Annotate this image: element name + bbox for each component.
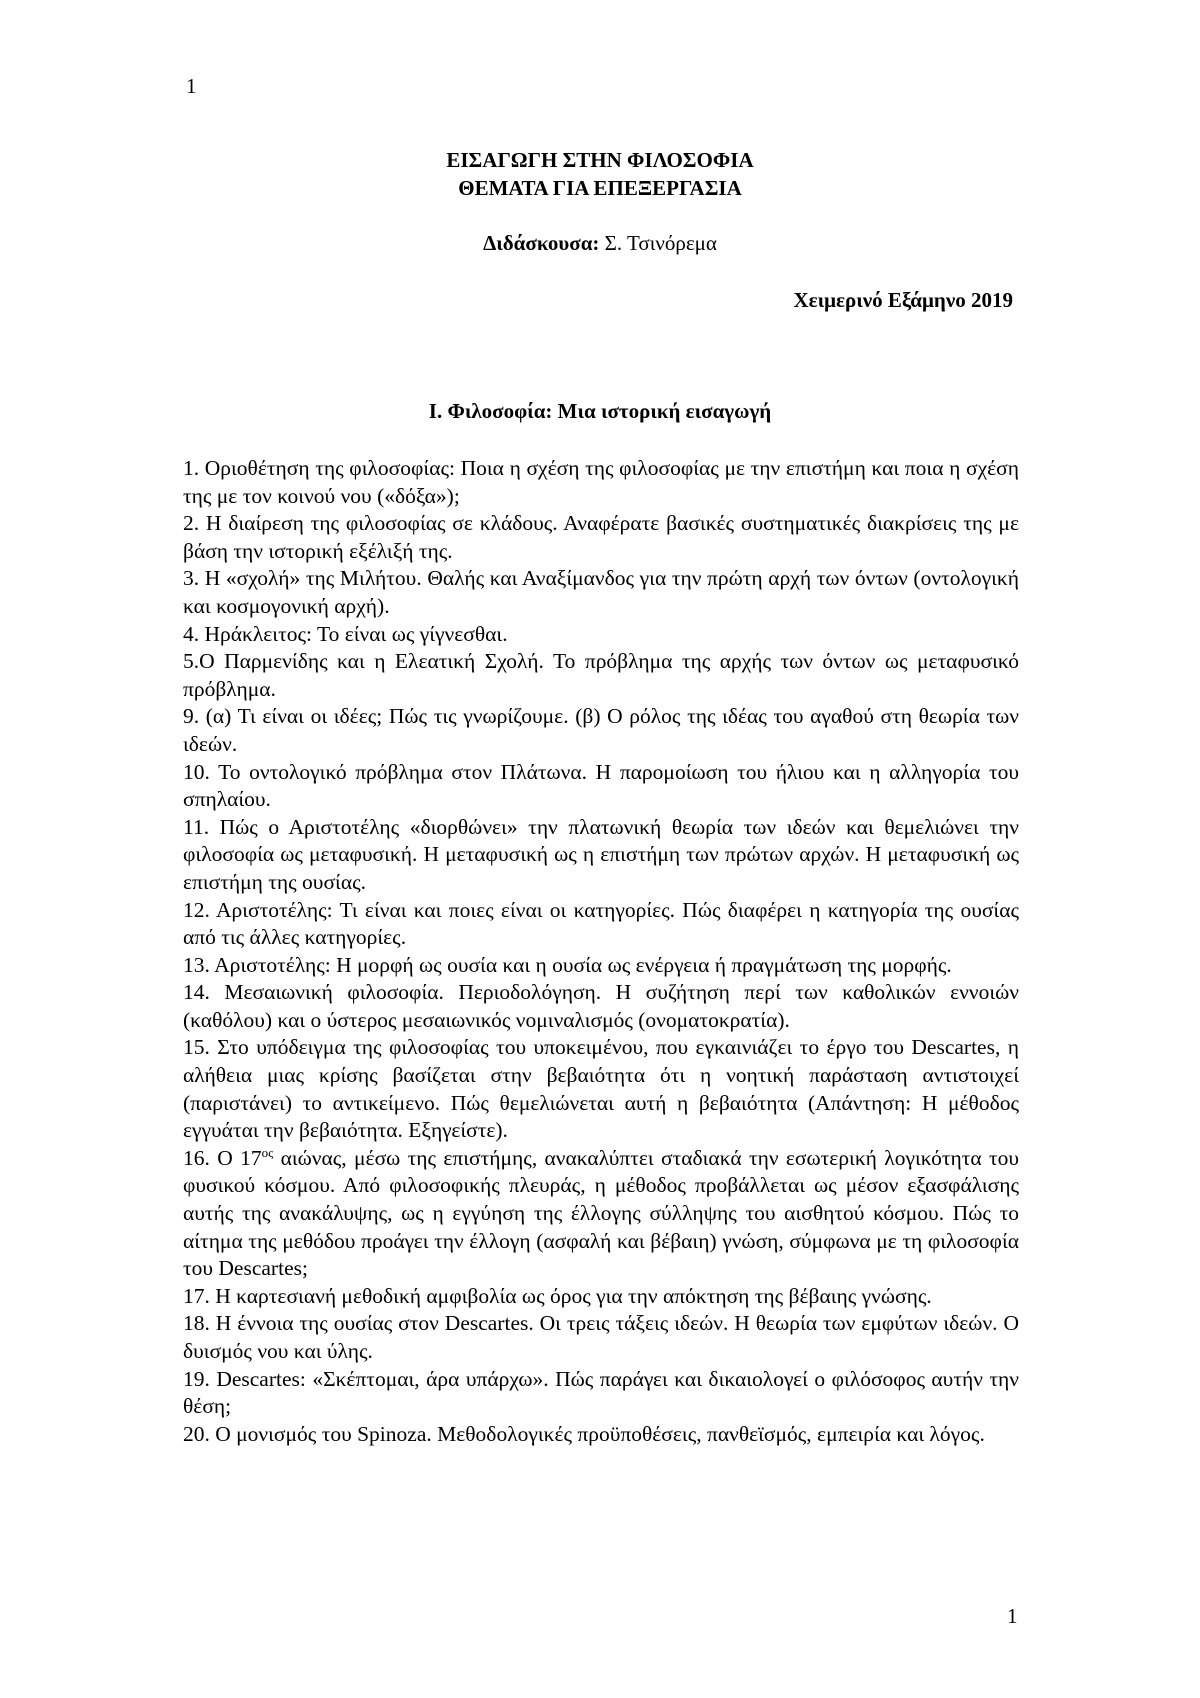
topic-item <box>183 1145 1019 1283</box>
topic-text-rest: αιώνας, μέσω της επιστήμης, ανακαλύπτει σταδιακά την εσωτερική λογικότητα του φυσικού κόσμου. Από φιλοσοφικής πλευράς, η μέθοδος προβάλλεται ως μέσον εξασφάλισης αυτής της ανακάλυψης, ως η εγγύηση της έλλογης σύλληψης του αισθητού κόσμου. Πώς το αίτημα της μεθόδου προάγει την έλλογη (ασφαλή και βέβαιη) γνώση, σύμφωνα με τη φιλοσοφία του Descartes; <box>183 1145 1020 1281</box>
topic-item: 20. Ο μονισμός του Spinoza. Μεθοδολογικές προϋποθέσεις, πανθεϊσμός, εμπειρία και λόγος. <box>183 1421 985 1446</box>
topic-item: 5.Ο Παρμενίδης και η Ελεατική Σχολή. Το πρόβλημα της αρχής των όντων ως μεταφυσικό πρόβλημα. <box>183 649 1019 701</box>
topics-list <box>183 455 1019 1448</box>
topic-text-start: 16. Ο 17 <box>183 1145 262 1170</box>
topic-item: 10. Το οντολογικό πρόβλημα στον Πλάτωνα. Η παρομοίωση του ήλιου και η αλληγορία του σπηλαίου. <box>183 759 1019 812</box>
topic-item: 4. Ηράκλειτος: Το είναι ως γίγνεσθαι. <box>183 621 508 646</box>
topic-item: 19. Descartes: «Σκέπτομαι, άρα υπάρχω». Πώς παράγει και δικαιολογεί ο φιλόσοφος αυτήν την θέση; <box>183 1366 1019 1419</box>
instructor-name: Σ. Τσινόρεμα <box>599 231 717 255</box>
page-number-top: 1 <box>186 74 197 98</box>
instructor-label: Διδάσκουσα: <box>483 231 600 255</box>
semester-label: Χειμερινό Εξάμηνο 2019 <box>793 288 1013 312</box>
document-subtitle: ΘΕΜΑΤΑ ΓΙΑ ΕΠΕΞΕΡΓΑΣΙΑ <box>458 176 742 200</box>
topic-item: 3. Η «σχολή» της Μιλήτου. Θαλής και Αναξίμανδος για την πρώτη αρχή των όντων (οντολογική και κοσμογονική αρχή). <box>183 566 1019 618</box>
topic-item: 1. Οριοθέτηση της φιλοσοφίας: Ποια η σχέση της φιλοσοφίας με την επιστήμη και ποια η σχέση της με τον κοινού νου («δόξα»); <box>183 456 1019 508</box>
topic-item: 15. Στο υπόδειγμα της φιλοσοφίας του υποκειμένου, που εγκαινιάζει το έργο του Descartes, η αλήθεια μιας κρίσης βασίζεται στην βεβαιότητα ότι η νοητική παράσταση αντιστοιχεί (παριστάνει) το αντικείμενο. Πώς θεμελιώνεται αυτή η βεβαιότητα (Απάντηση: Η μέθοδος εγγυάται την βεβαιότητα. Εξηγείστε). <box>183 1035 1019 1143</box>
topic-item: 13. Αριστοτέλης: Η μορφή ως ουσία και η ουσία ως ενέργεια ή πραγμάτωση της μορφής. <box>183 952 952 977</box>
document-title: ΕΙΣΑΓΩΓΗ ΣΤΗΝ ΦΙΛΟΣΟΦΙΑ <box>446 148 754 172</box>
page-number-bottom: 1 <box>1007 1604 1018 1628</box>
topic-item: 2. Η διαίρεση της φιλοσοφίας σε κλάδους. Αναφέρατε βασικές συστηματικές διακρίσεις της με βάση την ιστορική εξέλιξή της. <box>183 511 1019 563</box>
topic-item: 11. Πώς ο Αριστοτέλης «διορθώνει» την πλατωνική θεωρία των ιδεών και θεμελιώνει την φιλοσοφία ως μεταφυσική. Η μεταφυσική ως η επιστήμη των πρώτων αρχών. Η μεταφυσική ως επιστήμη της ουσίας. <box>183 814 1019 894</box>
topic-item: 9. (α) Τι είναι οι ιδέες; Πώς τις γνωρίζουμε. (β) Ο ρόλος της ιδέας του αγαθού στη θεωρία των ιδεών. <box>183 704 1019 756</box>
topic-item: 18. Η έννοια της ουσίας στον Descartes. Οι τρεις τάξεις ιδεών. Η θεωρία των εμφύτων ιδεών. Ο δυισμός νου και ύλης. <box>183 1311 1019 1363</box>
section-heading: Ι. Φιλοσοφία: Μια ιστορική εισαγωγή <box>428 399 772 423</box>
ordinal-superscript: ος <box>261 1144 274 1160</box>
topic-item: 12. Αριστοτέλης: Τι είναι και ποιες είναι οι κατηγορίες. Πώς διαφέρει η κατηγορία της ουσίας από τις άλλες κατηγορίες. <box>183 897 1019 950</box>
instructor-line <box>0 231 1200 256</box>
topic-item: 14. Μεσαιωνική φιλοσοφία. Περιοδολόγηση. Η συζήτηση περί των καθολικών εννοιών (καθόλου) και ο ύστερος μεσαιωνικός νομιναλισμός (ονοματοκρατία). <box>183 980 1019 1032</box>
topic-item: 17. Η καρτεσιανή μεθοδική αμφιβολία ως όρος για την απόκτηση της βέβαιης γνώσης. <box>183 1283 932 1308</box>
